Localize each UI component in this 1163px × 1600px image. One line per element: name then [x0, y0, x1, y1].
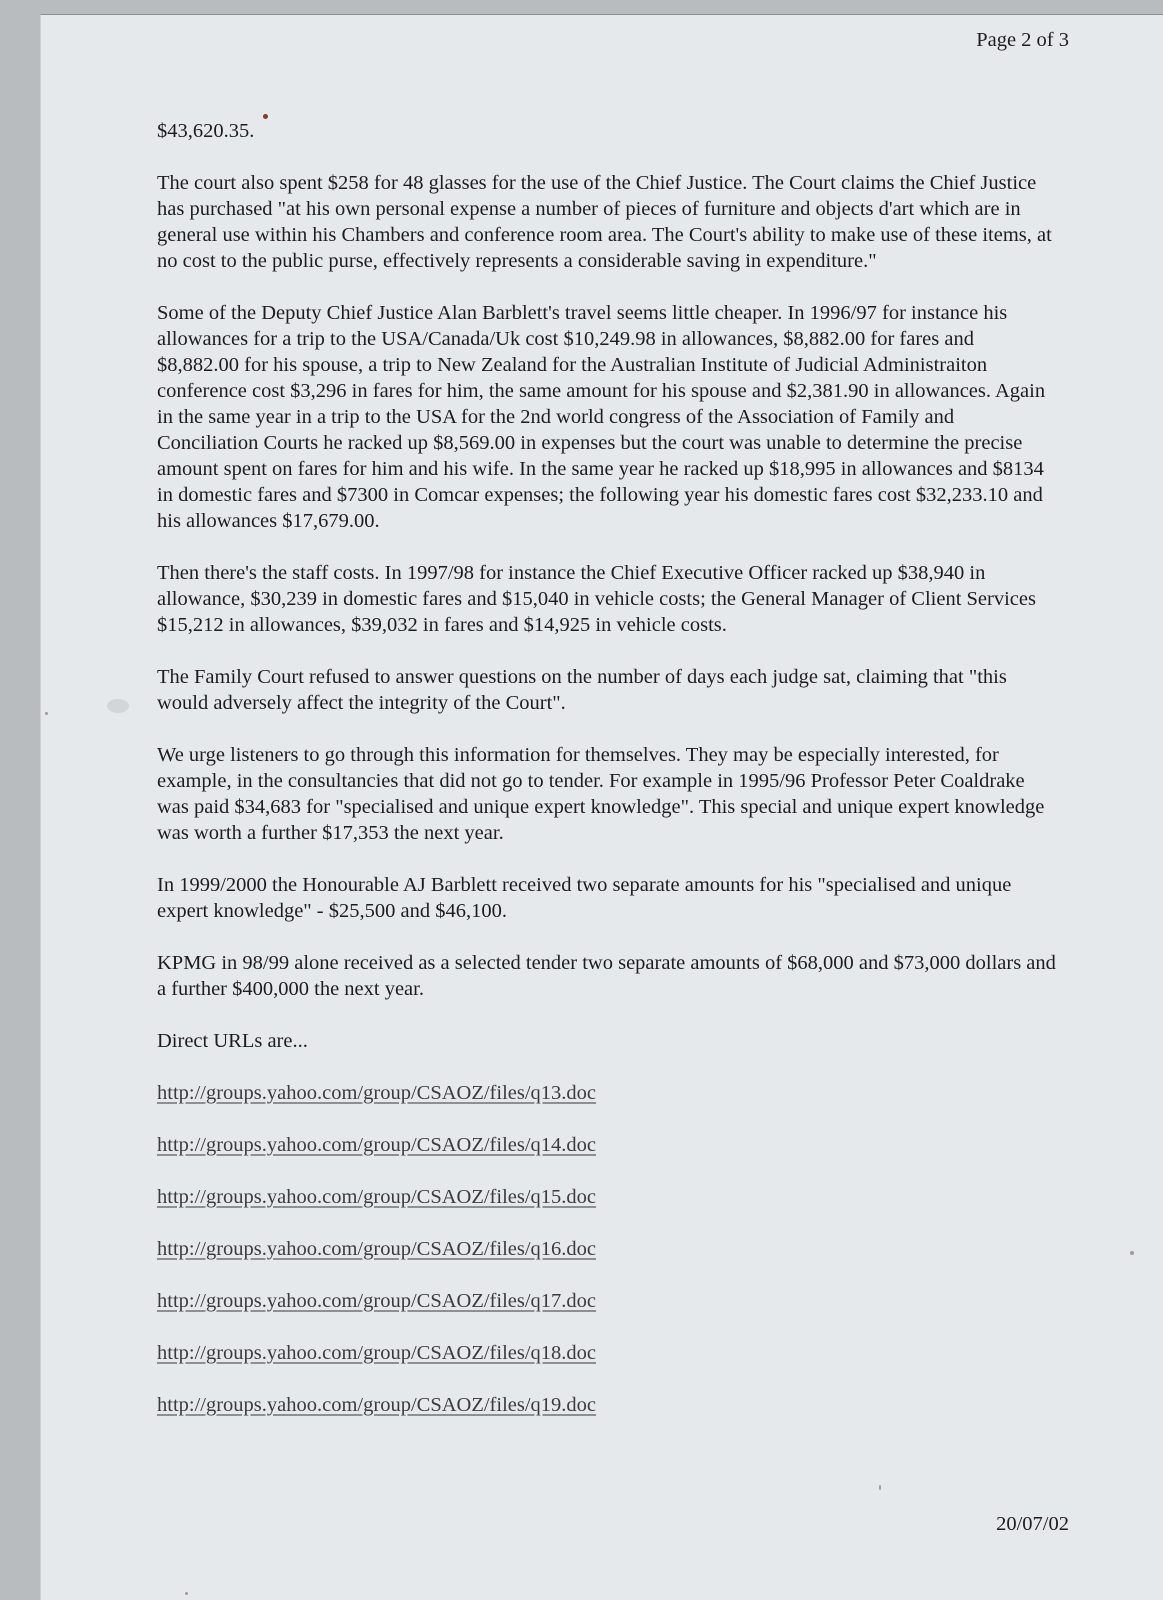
url-link-q17[interactable]: http://groups.yahoo.com/group/CSAOZ/files/q17.doc	[157, 1290, 597, 1312]
url-list	[157, 1080, 1057, 1418]
document-body	[157, 118, 1057, 1444]
paragraph-kpmg: KPMG in 98/99 alone received as a selected tender two separate amounts of $68,000 and $73,000 dollars and a further $400,000 the next year.	[157, 952, 1056, 1000]
paragraph-days-sat: The Family Court refused to answer questions on the number of days each judge sat, claiming that "this would adversely affect the integrity of the Court".	[157, 666, 1007, 714]
url-link-q19[interactable]: http://groups.yahoo.com/group/CSAOZ/files/q19.doc	[157, 1394, 597, 1416]
scan-speck	[185, 1592, 188, 1595]
url-link-q13[interactable]: http://groups.yahoo.com/group/CSAOZ/files/q13.doc	[157, 1082, 597, 1104]
paragraph-consultancies: We urge listeners to go through this information for themselves. They may be especially interested, for example, in the consultancies that did not go to tender. For example in 1995/96 Professor Peter Coaldrake was paid $34,683 for "specialised and unique expert knowledge". This special and unique expert knowledge was worth a further $17,353 the next year.	[157, 744, 1045, 844]
opening-amount	[157, 118, 254, 144]
document-page	[40, 14, 1163, 1600]
paragraph-deputy-travel: Some of the Deputy Chief Justice Alan Barblett's travel seems little cheaper. In 1996/97 for instance his allowances for a trip to the USA/Canada/Uk cost $10,249.98 in allowances, $8,882.00 for fares and $8,882.00 for his spouse, a trip to New Zealand for the Australian Institute of Judicial Administraiton conference cost $3,296 in fares for him, the same amount for his spouse and $2,381.90 in allowances. Again in the same year in a trip to the USA for the 2nd world congress of the Association of Family and Conciliation Courts he racked up $8,569.00 in expenses but the court was unable to determine the precise amount spent on fares for him and his wife. In the same year he racked up $18,995 in allowances and $8134 in domestic fares and $7300 in Comcar expenses; the following year his domestic fares cost $32,233.10 and his allowances $17,679.00.	[157, 302, 1046, 532]
scan-speck	[45, 712, 48, 715]
url-link-q15[interactable]: http://groups.yahoo.com/group/CSAOZ/files/q15.doc	[157, 1186, 597, 1208]
scan-speck	[1130, 1251, 1134, 1255]
paragraph-direct-urls: Direct URLs are...	[157, 1030, 308, 1052]
url-link-q18[interactable]: http://groups.yahoo.com/group/CSAOZ/files/q18.doc	[157, 1342, 597, 1364]
paragraph-glasses-expense: The court also spent $258 for 48 glasses for the use of the Chief Justice. The Court claims the Chief Justice has purchased "at his own personal expense a number of pieces of furniture and objects d'art which are in general use within his Chambers and conference room area. The Court's ability to make use of these items, at no cost to the public purse, effectively represents a considerable saving in expenditure."	[157, 172, 1052, 272]
paragraph-staff-costs: Then there's the staff costs. In 1997/98 for instance the Chief Executive Officer racked up $38,940 in allowance, $30,239 in domestic fares and $15,040 in vehicle costs; the General Manager of Client Services $15,212 in allowances, $39,032 in fares and $14,925 in vehicle costs.	[157, 562, 1036, 636]
url-link-q16[interactable]: http://groups.yahoo.com/group/CSAOZ/files/q16.doc	[157, 1238, 597, 1260]
ink-dot-mark	[263, 114, 268, 119]
scan-smudge	[107, 699, 129, 713]
paragraph-barblett-amounts: In 1999/2000 the Honourable AJ Barblett received two separate amounts for his "specialised and unique expert knowledge" - $25,500 and $46,100.	[157, 874, 1012, 922]
scan-speck	[879, 1485, 881, 1490]
page-number: Page 2 of 3	[976, 29, 1069, 51]
document-date: 20/07/02	[996, 1513, 1069, 1535]
url-link-q14[interactable]: http://groups.yahoo.com/group/CSAOZ/files/q14.doc	[157, 1134, 597, 1156]
opening-amount-text: $43,620.35.	[157, 120, 255, 142]
